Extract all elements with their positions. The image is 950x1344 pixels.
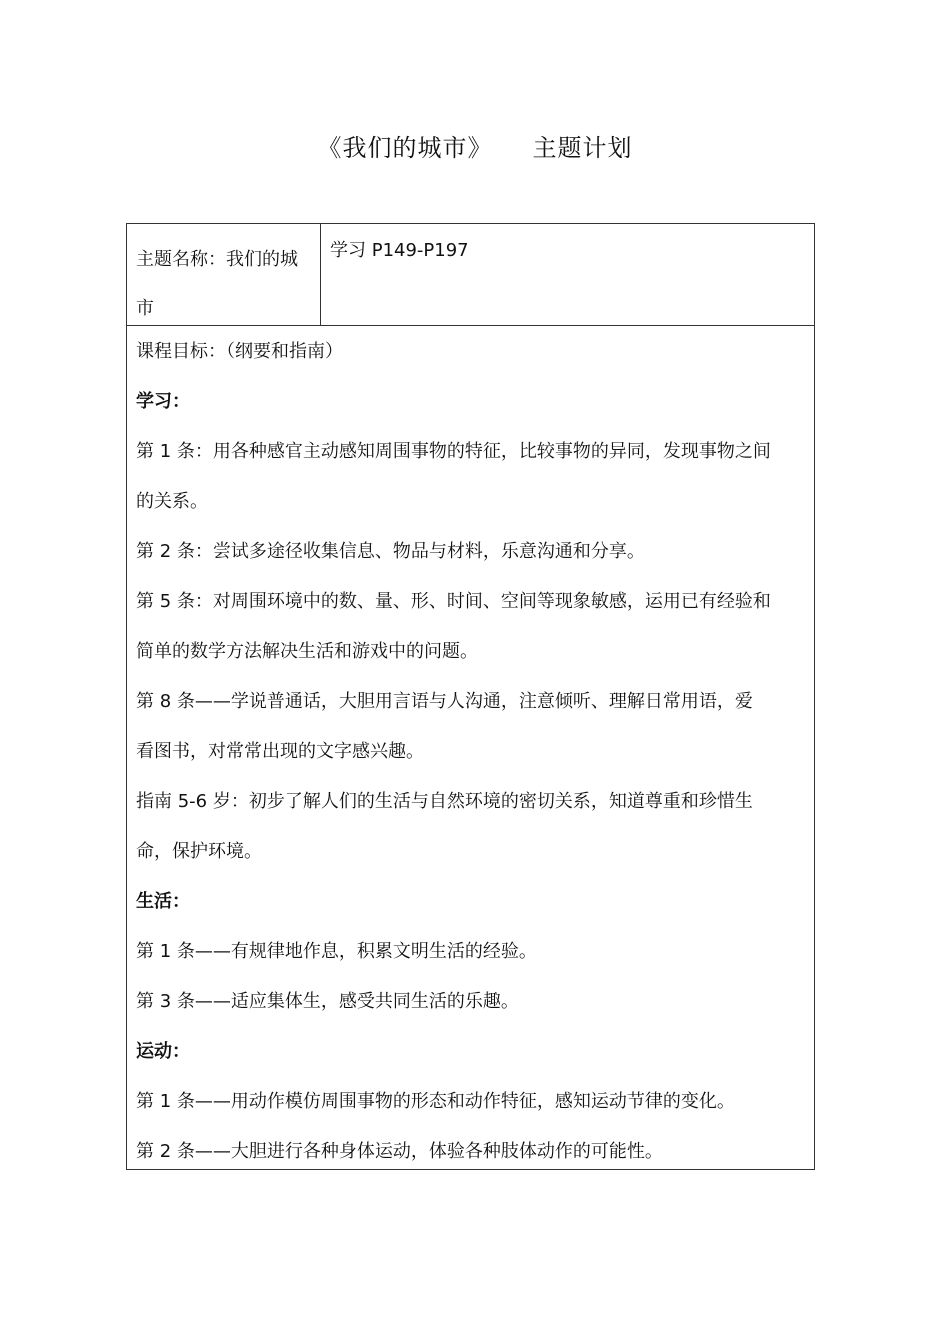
goal-line: 的关系。 xyxy=(136,491,208,512)
goal-line: 第 1 条——有规律地作息，积累文明生活的经验。 xyxy=(136,941,537,962)
goal-line: 简单的数学方法解决生活和游戏中的问题。 xyxy=(136,641,478,662)
goal-line: 第 3 条——适应集体生，感受共同生活的乐趣。 xyxy=(136,991,519,1012)
goal-line: 第 2 条：尝试多途径收集信息、物品与材料，乐意沟通和分享。 xyxy=(136,541,645,562)
goal-line: 第 2 条——大胆进行各种身体运动，体验各种肢体动作的可能性。 xyxy=(136,1141,663,1162)
theme-name-cell xyxy=(127,224,321,325)
goal-line: 第 8 条——学说普通话，大胆用言语与人沟通，注意倾听、理解日常用语，爱 xyxy=(136,691,753,712)
goals-label: 课程目标：（纲要和指南） xyxy=(136,341,343,362)
section-heading-study: 学习： xyxy=(136,391,190,412)
goal-line: 第 1 条：用各种感官主动感知周围事物的特征，比较事物的异同，发现事物之间 xyxy=(136,441,771,462)
theme-name-line-2: 市 xyxy=(136,298,154,319)
section-heading-life: 生活： xyxy=(136,891,190,912)
goal-line: 命，保护环境。 xyxy=(136,841,262,862)
header-row xyxy=(127,224,814,326)
study-pages-cell: 学习 P149-P197 xyxy=(330,240,469,261)
theme-name-line-1: 主题名称：我们的城 xyxy=(136,249,298,270)
goal-line: 第 5 条：对周围环境中的数、量、形、时间、空间等现象敏感，运用已有经验和 xyxy=(136,591,771,612)
page-title xyxy=(0,128,950,163)
plan-table xyxy=(126,223,815,1170)
title-main: 《我们的城市》 xyxy=(317,134,493,162)
goal-line: 看图书，对常常出现的文字感兴趣。 xyxy=(136,741,424,762)
goal-line: 指南 5-6 岁：初步了解人们的生活与自然环境的密切关系，知道尊重和珍惜生 xyxy=(136,791,753,812)
title-sub: 主题计划 xyxy=(532,134,633,162)
goal-line: 第 1 条——用动作模仿周围事物的形态和动作特征，感知运动节律的变化。 xyxy=(136,1091,735,1112)
section-heading-sport: 运动： xyxy=(136,1041,190,1062)
goals-cell xyxy=(136,325,806,1175)
